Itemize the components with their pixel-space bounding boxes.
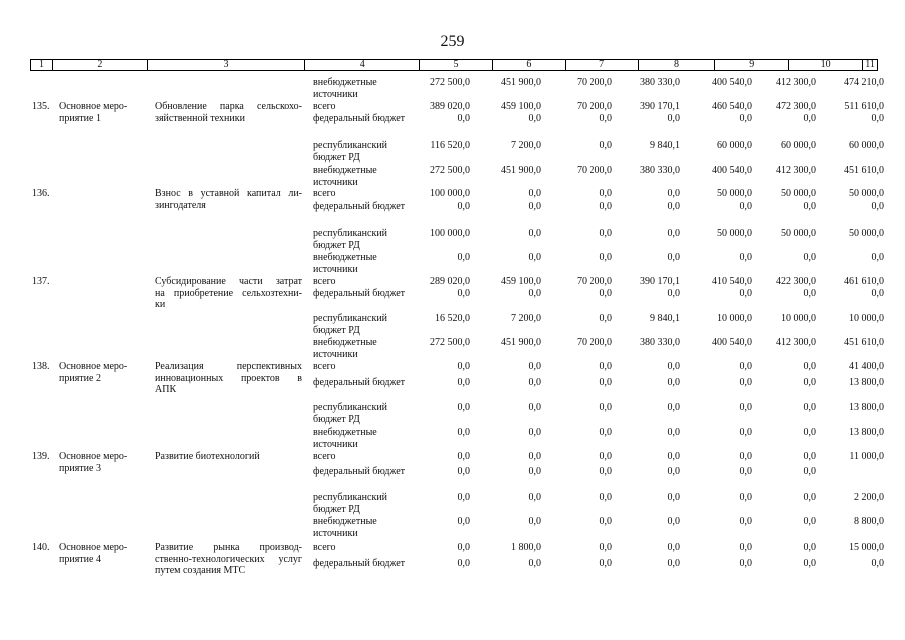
row-number: 137. — [32, 276, 50, 287]
amount-col-6: 0,0 — [528, 492, 541, 503]
funding-source: внебюджетные источники — [313, 337, 377, 360]
event-name: Обновление парка сельскохо- — [155, 101, 302, 112]
amount-col-7: 0,0 — [599, 451, 612, 462]
amount-col-8: 390 170,1 — [640, 101, 680, 112]
row-number: 135. — [32, 101, 50, 112]
amount-col-11: 50 000,0 — [849, 188, 884, 199]
amount-col-8: 380 330,0 — [640, 77, 680, 88]
amount-col-8: 380 330,0 — [640, 165, 680, 176]
amount-col-5: 0,0 — [457, 466, 470, 477]
amount-col-10: 50 000,0 — [781, 228, 816, 239]
amount-col-8: 9 840,1 — [650, 140, 680, 151]
amount-col-7: 0,0 — [599, 377, 612, 388]
amount-col-10: 0,0 — [803, 201, 816, 212]
amount-col-9: 400 540,0 — [712, 165, 752, 176]
amount-col-11: 15 000,0 — [849, 542, 884, 553]
event-name: ственно-технологических услуг — [155, 553, 302, 565]
column-header-6: 6 — [493, 60, 566, 70]
amount-col-9: 50 000,0 — [717, 228, 752, 239]
amount-col-10: 0,0 — [803, 542, 816, 553]
amount-col-8: 0,0 — [667, 377, 680, 388]
amount-col-10: 0,0 — [803, 516, 816, 527]
amount-col-9: 0,0 — [739, 113, 752, 124]
amount-col-8: 0,0 — [667, 558, 680, 569]
amount-col-11: 0,0 — [871, 252, 884, 263]
amount-col-9: 0,0 — [739, 361, 752, 372]
amount-col-10: 422 300,0 — [776, 276, 816, 287]
amount-col-5: 272 500,0 — [430, 77, 470, 88]
column-header-4: 4 — [305, 60, 420, 70]
amount-col-7: 0,0 — [599, 402, 612, 413]
amount-col-6: 7 200,0 — [511, 140, 541, 151]
event-name: путем создания МТС — [155, 565, 246, 576]
amount-col-5: 0,0 — [457, 516, 470, 527]
amount-col-5: 0,0 — [457, 288, 470, 299]
amount-col-10: 50 000,0 — [781, 188, 816, 199]
amount-col-8: 0,0 — [667, 188, 680, 199]
amount-col-6: 0,0 — [528, 427, 541, 438]
amount-col-11: 474 210,0 — [844, 77, 884, 88]
amount-col-7: 0,0 — [599, 228, 612, 239]
funding-source: федеральный бюджет — [313, 288, 406, 299]
amount-col-10: 0,0 — [803, 361, 816, 372]
funding-source: республиканский бюджет РД — [313, 402, 388, 425]
funding-source: всего — [313, 451, 336, 462]
amount-col-9: 0,0 — [739, 516, 752, 527]
event-name: на приобретение сельхозтехни- — [155, 287, 302, 299]
amount-col-8: 380 330,0 — [640, 337, 680, 348]
amount-col-5: 272 500,0 — [430, 337, 470, 348]
amount-col-10: 412 300,0 — [776, 165, 816, 176]
amount-col-6: 0,0 — [528, 252, 541, 263]
amount-col-6: 451 900,0 — [501, 337, 541, 348]
amount-col-7: 70 200,0 — [577, 337, 612, 348]
event-type: Основное меро- — [59, 361, 128, 372]
amount-col-10: 0,0 — [803, 558, 816, 569]
amount-col-7: 0,0 — [599, 427, 612, 438]
funding-source: республиканский бюджет РД — [313, 140, 388, 163]
event-name: зингодателя — [155, 199, 206, 211]
column-header-7: 7 — [566, 60, 639, 70]
amount-col-8: 0,0 — [667, 252, 680, 263]
amount-col-11: 11 000,0 — [849, 451, 884, 462]
amount-col-5: 16 520,0 — [435, 313, 470, 324]
amount-col-8: 0,0 — [667, 288, 680, 299]
amount-col-11: 511 610,0 — [844, 101, 884, 112]
amount-col-7: 0,0 — [599, 252, 612, 263]
amount-col-5: 0,0 — [457, 113, 470, 124]
event-name: зяйственной техники — [155, 112, 245, 124]
event-type: приятие 4 — [59, 553, 101, 565]
funding-source: федеральный бюджет — [313, 201, 406, 212]
amount-col-6: 0,0 — [528, 451, 541, 462]
amount-col-7: 70 200,0 — [577, 165, 612, 176]
amount-col-10: 10 000,0 — [781, 313, 816, 324]
amount-col-9: 0,0 — [739, 288, 752, 299]
amount-col-11: 13 800,0 — [849, 402, 884, 413]
amount-col-9: 0,0 — [739, 252, 752, 263]
amount-col-9: 0,0 — [739, 402, 752, 413]
amount-col-6: 7 200,0 — [511, 313, 541, 324]
amount-col-5: 116 520,0 — [430, 140, 470, 151]
amount-col-10: 412 300,0 — [776, 337, 816, 348]
amount-col-11: 461 610,0 — [844, 276, 884, 287]
amount-col-8: 0,0 — [667, 466, 680, 477]
column-header-10: 10 — [789, 60, 863, 70]
amount-col-5: 0,0 — [457, 377, 470, 388]
column-header-3: 3 — [148, 60, 306, 70]
column-header-2: 2 — [53, 60, 148, 70]
amount-col-9: 0,0 — [739, 466, 752, 477]
amount-col-7: 0,0 — [599, 466, 612, 477]
amount-col-8: 0,0 — [667, 516, 680, 527]
event-name: Развитие биотехнологий — [155, 451, 260, 462]
amount-col-6: 0,0 — [528, 558, 541, 569]
funding-source: внебюджетные источники — [313, 516, 377, 539]
amount-col-9: 0,0 — [739, 427, 752, 438]
row-number: 139. — [32, 451, 50, 462]
event-type: Основное меро- — [59, 451, 128, 462]
amount-col-5: 0,0 — [457, 492, 470, 503]
amount-col-11: 0,0 — [871, 558, 884, 569]
amount-col-7: 0,0 — [599, 542, 612, 553]
amount-col-7: 0,0 — [599, 516, 612, 527]
amount-col-10: 0,0 — [803, 451, 816, 462]
amount-col-8: 0,0 — [667, 113, 680, 124]
row-number: 136. — [32, 188, 50, 199]
event-name: АПК — [155, 384, 177, 395]
amount-col-7: 0,0 — [599, 201, 612, 212]
amount-col-11: 50 000,0 — [849, 228, 884, 239]
amount-col-6: 0,0 — [528, 361, 541, 372]
amount-col-5: 0,0 — [457, 361, 470, 372]
event-type: приятие 2 — [59, 372, 101, 384]
amount-col-9: 50 000,0 — [717, 188, 752, 199]
amount-col-6: 451 900,0 — [501, 77, 541, 88]
amount-col-10: 0,0 — [803, 113, 816, 124]
amount-col-10: 0,0 — [803, 252, 816, 263]
amount-col-11: 451 610,0 — [844, 337, 884, 348]
amount-col-6: 0,0 — [528, 113, 541, 124]
amount-col-11: 8 800,0 — [854, 516, 884, 527]
amount-col-5: 0,0 — [457, 451, 470, 462]
funding-source: внебюджетные источники — [313, 427, 377, 450]
amount-col-10: 0,0 — [803, 466, 816, 477]
amount-col-9: 0,0 — [739, 201, 752, 212]
amount-col-7: 0,0 — [599, 140, 612, 151]
amount-col-10: 0,0 — [803, 402, 816, 413]
column-header-11: 11 — [865, 59, 875, 70]
amount-col-6: 0,0 — [528, 288, 541, 299]
amount-col-10: 0,0 — [803, 377, 816, 388]
amount-col-10: 412 300,0 — [776, 77, 816, 88]
funding-source: всего — [313, 188, 336, 199]
amount-col-5: 289 020,0 — [430, 276, 470, 287]
amount-col-7: 0,0 — [599, 113, 612, 124]
amount-col-10: 0,0 — [803, 427, 816, 438]
event-type: приятие 3 — [59, 462, 101, 474]
funding-source: республиканский бюджет РД — [313, 313, 388, 336]
amount-col-10: 60 000,0 — [781, 140, 816, 151]
amount-col-8: 0,0 — [667, 451, 680, 462]
amount-col-7: 0,0 — [599, 288, 612, 299]
amount-col-6: 0,0 — [528, 466, 541, 477]
amount-col-5: 100 000,0 — [430, 228, 470, 239]
amount-col-5: 0,0 — [457, 558, 470, 569]
amount-col-9: 0,0 — [739, 492, 752, 503]
amount-col-10: 0,0 — [803, 492, 816, 503]
amount-col-11: 10 000,0 — [849, 313, 884, 324]
amount-col-9: 410 540,0 — [712, 276, 752, 287]
event-name: Развитие рынка производ- — [155, 542, 302, 553]
amount-col-11: 451 610,0 — [844, 165, 884, 176]
funding-source: федеральный бюджет — [313, 113, 406, 124]
amount-col-6: 1 800,0 — [511, 542, 541, 553]
amount-col-8: 0,0 — [667, 542, 680, 553]
funding-source: федеральный бюджет — [313, 377, 406, 388]
amount-col-9: 0,0 — [739, 558, 752, 569]
amount-col-9: 400 540,0 — [712, 77, 752, 88]
funding-source: всего — [313, 542, 336, 553]
amount-col-5: 100 000,0 — [430, 188, 470, 199]
amount-col-5: 0,0 — [457, 252, 470, 263]
funding-source: республиканский бюджет РД — [313, 228, 388, 251]
amount-col-8: 9 840,1 — [650, 313, 680, 324]
event-name: Взнос в уставной капитал ли- — [155, 188, 302, 199]
amount-col-10: 472 300,0 — [776, 101, 816, 112]
amount-col-8: 390 170,1 — [640, 276, 680, 287]
funding-source: внебюджетные источники — [313, 165, 377, 188]
amount-col-9: 60 000,0 — [717, 140, 752, 151]
amount-col-9: 0,0 — [739, 451, 752, 462]
amount-col-7: 0,0 — [599, 492, 612, 503]
event-type: Основное меро- — [59, 101, 128, 112]
amount-col-5: 0,0 — [457, 427, 470, 438]
amount-col-10: 0,0 — [803, 288, 816, 299]
amount-col-7: 0,0 — [599, 188, 612, 199]
amount-col-11: 2 200,0 — [854, 492, 884, 503]
event-name: ки — [155, 299, 166, 310]
amount-col-5: 0,0 — [457, 542, 470, 553]
amount-col-8: 0,0 — [667, 402, 680, 413]
amount-col-8: 0,0 — [667, 492, 680, 503]
amount-col-5: 0,0 — [457, 201, 470, 212]
funding-source: всего — [313, 101, 336, 112]
amount-col-5: 389 020,0 — [430, 101, 470, 112]
amount-col-6: 0,0 — [528, 201, 541, 212]
amount-col-6: 0,0 — [528, 188, 541, 199]
amount-col-9: 0,0 — [739, 542, 752, 553]
event-type: Основное меро- — [59, 542, 128, 553]
amount-col-7: 0,0 — [599, 313, 612, 324]
page-number: 259 — [440, 33, 465, 50]
row-number: 140. — [32, 542, 50, 553]
amount-col-6: 451 900,0 — [501, 165, 541, 176]
amount-col-11: 13 800,0 — [849, 427, 884, 438]
row-number: 138. — [32, 361, 50, 372]
amount-col-7: 0,0 — [599, 558, 612, 569]
amount-col-7: 70 200,0 — [577, 276, 612, 287]
amount-col-6: 459 100,0 — [501, 101, 541, 112]
amount-col-9: 400 540,0 — [712, 337, 752, 348]
amount-col-6: 459 100,0 — [501, 276, 541, 287]
event-name: Субсидирование части затрат — [155, 276, 302, 287]
column-header-9: 9 — [715, 60, 789, 70]
amount-col-11: 0,0 — [871, 201, 884, 212]
funding-source: федеральный бюджет — [313, 466, 406, 477]
amount-col-8: 0,0 — [667, 228, 680, 239]
amount-col-9: 460 540,0 — [712, 101, 752, 112]
amount-col-11: 60 000,0 — [849, 140, 884, 151]
amount-col-8: 0,0 — [667, 361, 680, 372]
funding-source: федеральный бюджет — [313, 558, 406, 569]
amount-col-11: 41 400,0 — [849, 361, 884, 372]
amount-col-5: 0,0 — [457, 402, 470, 413]
amount-col-8: 0,0 — [667, 427, 680, 438]
amount-col-8: 0,0 — [667, 201, 680, 212]
amount-col-11: 13 800,0 — [849, 377, 884, 388]
column-header-1: 1 — [31, 60, 53, 70]
amount-col-6: 0,0 — [528, 516, 541, 527]
column-header-8: 8 — [639, 60, 716, 70]
funding-source: внебюджетные источники — [313, 77, 377, 100]
amount-col-5: 272 500,0 — [430, 165, 470, 176]
amount-col-11: 0,0 — [871, 113, 884, 124]
event-type: приятие 1 — [59, 112, 101, 124]
amount-col-7: 70 200,0 — [577, 101, 612, 112]
amount-col-7: 0,0 — [599, 361, 612, 372]
funding-source: всего — [313, 276, 336, 287]
amount-col-6: 0,0 — [528, 228, 541, 239]
funding-source: республиканский бюджет РД — [313, 492, 388, 515]
amount-col-6: 0,0 — [528, 377, 541, 388]
event-name: Реализация перспективных — [155, 361, 302, 372]
amount-col-7: 70 200,0 — [577, 77, 612, 88]
amount-col-6: 0,0 — [528, 402, 541, 413]
column-header-5: 5 — [420, 60, 493, 70]
funding-source: внебюджетные источники — [313, 252, 377, 275]
funding-source: всего — [313, 361, 336, 372]
amount-col-11: 0,0 — [871, 288, 884, 299]
amount-col-9: 10 000,0 — [717, 313, 752, 324]
amount-col-9: 0,0 — [739, 377, 752, 388]
event-name: инновационных проектов в — [155, 372, 302, 384]
